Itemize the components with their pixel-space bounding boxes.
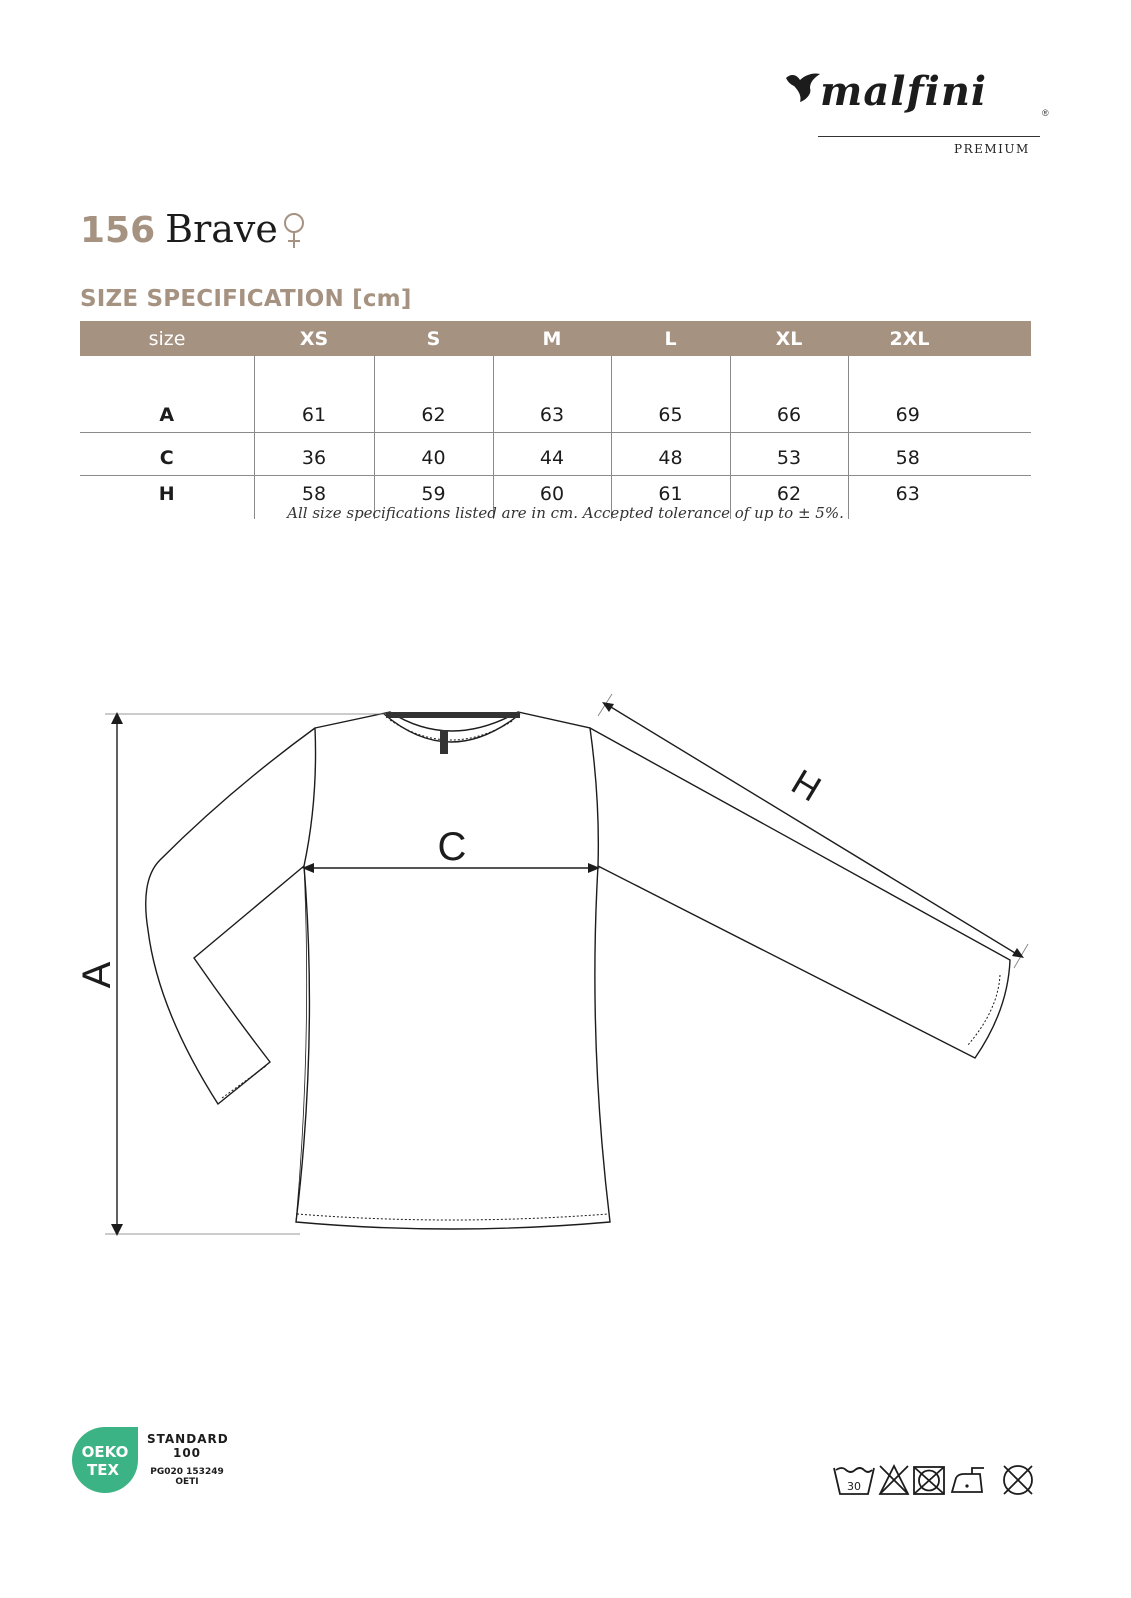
- table-cell: 44: [493, 433, 611, 476]
- sleeve-label: H: [784, 761, 829, 810]
- chest-label: C: [437, 825, 467, 869]
- oeko-logo-line1: OEKO: [81, 1443, 129, 1461]
- brand-logo: [790, 66, 1060, 166]
- size-header-label: size: [80, 321, 254, 356]
- table-cell: 66: [730, 356, 848, 433]
- female-symbol-icon: [282, 212, 306, 250]
- table-cell: 65: [611, 356, 730, 433]
- table-cell: 63: [848, 476, 1031, 520]
- table-cell: 58: [848, 433, 1031, 476]
- size-header: XS: [254, 321, 374, 356]
- no-tumble-dry-icon: [914, 1467, 944, 1494]
- size-header: L: [611, 321, 730, 356]
- iron-low-icon: [952, 1468, 984, 1492]
- bird-icon: [784, 70, 824, 106]
- length-label: A: [75, 961, 119, 989]
- oeko-logo-line2: TEX: [86, 1461, 120, 1479]
- oeko-tex-badge: [70, 1425, 140, 1495]
- no-dry-clean-icon: [1004, 1466, 1032, 1494]
- size-header: S: [374, 321, 493, 356]
- row-label: A: [159, 404, 175, 426]
- table-cell: 36: [254, 433, 374, 476]
- oeko-code: PG020 153249: [150, 1467, 224, 1477]
- product-name: Brave: [165, 207, 278, 251]
- oeko-standard: STANDARD: [147, 1432, 229, 1446]
- table-row: [80, 433, 1031, 476]
- size-table: [80, 321, 1031, 519]
- oeko-institute: OETI: [175, 1477, 199, 1487]
- registered-mark: ®: [1042, 108, 1049, 118]
- oeko-tex-text: [147, 1432, 227, 1487]
- sleeve-measure-line: [598, 694, 1028, 968]
- table-cell: 61: [254, 356, 374, 433]
- table-cell: 69: [848, 356, 1031, 433]
- table-cell: 63: [493, 356, 611, 433]
- tolerance-note: All size specifications listed are in cm. Accepted tolerance of up to ± 5%.: [287, 504, 844, 522]
- table-header-row: [80, 321, 1031, 356]
- brand-tagline: PREMIUM: [954, 142, 1030, 156]
- product-code: 156: [80, 210, 156, 251]
- product-title: [80, 204, 306, 264]
- table-cell: 53: [730, 433, 848, 476]
- table-cell: 58: [254, 476, 374, 520]
- row-label: H: [80, 476, 254, 520]
- table-row: [80, 356, 1031, 433]
- size-header: 2XL: [848, 321, 1031, 356]
- table-cell: 59: [374, 476, 493, 520]
- logo-underline: [818, 136, 1040, 137]
- wash-temp: 30: [847, 1480, 861, 1493]
- table-cell: 40: [374, 433, 493, 476]
- table-cell: 62: [730, 476, 848, 520]
- size-spec-heading: SIZE SPECIFICATION [cm]: [80, 286, 412, 312]
- table-cell: 60: [493, 476, 611, 520]
- tshirt-outline: [146, 712, 1010, 1229]
- table-cell: 61: [611, 476, 730, 520]
- row-label: C: [80, 433, 254, 476]
- table-cell: 62: [374, 356, 493, 433]
- no-bleach-icon: [880, 1466, 908, 1494]
- iron-dot-icon: [965, 1484, 968, 1487]
- oeko-standard-number: 100: [172, 1446, 202, 1460]
- length-measure-line: [105, 712, 386, 1236]
- brand-name: malfini: [820, 68, 988, 115]
- garment-measurement-diagram: [0, 690, 1131, 1260]
- table-cell: 48: [611, 433, 730, 476]
- size-header: XL: [730, 321, 848, 356]
- size-header: M: [493, 321, 611, 356]
- care-symbols: [832, 1462, 1038, 1498]
- neck-label-icon: [440, 730, 448, 754]
